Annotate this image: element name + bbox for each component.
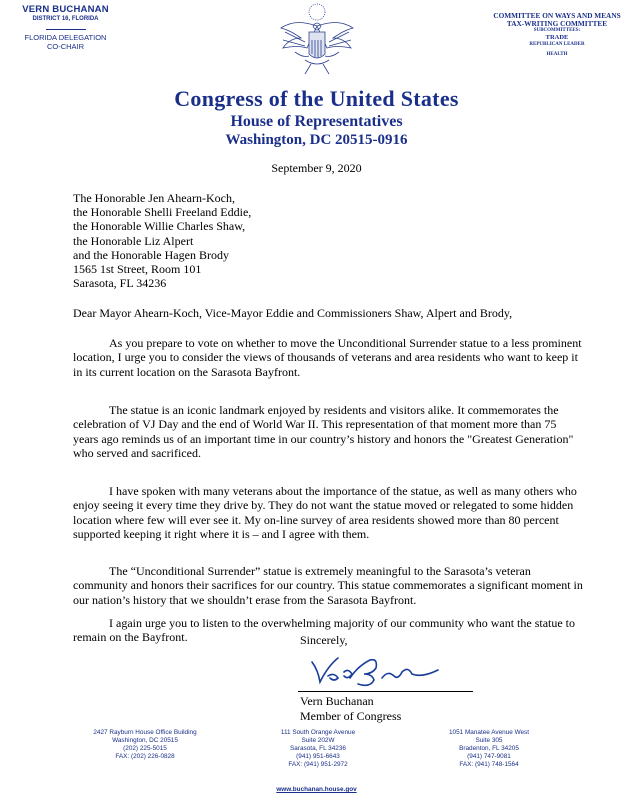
office-line: Bradenton, FL 34205 — [459, 745, 519, 752]
office-line: FAX: (202) 226-0828 — [115, 753, 175, 760]
website-link[interactable]: www.buchanan.house.gov — [276, 786, 357, 793]
office-line: Sarasota, FL 34236 — [290, 745, 346, 752]
address-line: and the Honorable Hagen Brody — [73, 247, 229, 262]
divider — [46, 29, 86, 30]
city-title: Washington, DC 20515-0916 — [225, 132, 408, 148]
office-line: (941) 747-9081 — [467, 753, 511, 760]
office-line: 111 South Orange Avenue — [280, 729, 356, 736]
office-line: FAX: (941) 951-2972 — [288, 761, 348, 768]
office-line: Washington, DC 20515 — [112, 737, 178, 744]
left-letterhead — [8, 4, 123, 51]
right-letterhead — [487, 12, 627, 58]
subcommittee-health: HEALTH — [546, 51, 568, 57]
bradenton-office — [424, 729, 554, 769]
body-paragraph: I have spoken with many veterans about the importance of the statue, as well as many others who enjoy seeing it every time they drive by. They do not want the statue moved or relegated to some hidden location where few will ever see it. My on-line survey of area residents showed more than 80 percent supported keeping it right where it is – and I agree with them. — [73, 484, 577, 542]
congress-title: Congress of the United States — [174, 86, 459, 111]
address-line: The Honorable Jen Ahearn-Koch, — [73, 191, 235, 205]
subcommittee-trade: TRADE — [545, 34, 569, 41]
office-line: (202) 225-5015 — [123, 745, 167, 752]
house-seal-icon — [275, 2, 359, 84]
body-paragraph: I again urge you to listen to the overwhelming majority of our community who want the statue to remain on the Bayfront. — [73, 616, 576, 645]
office-line: Suite 305 — [475, 737, 503, 744]
closing: Sincerely, — [300, 633, 348, 647]
office-line: Suite 202W — [301, 737, 335, 744]
congress-heading — [0, 86, 633, 150]
signature-line — [298, 691, 473, 692]
member-name-header: VERN BUCHANAN — [22, 4, 109, 15]
subcommittees-label: SUBCOMMITTEES: — [533, 28, 581, 33]
district-label: DISTRICT 16, FLORIDA — [32, 16, 99, 22]
signature-icon — [298, 648, 448, 692]
recipient-address — [73, 191, 251, 290]
address-line: the Honorable Shelli Freeland Eddie, — [73, 205, 252, 220]
dc-office — [80, 729, 210, 761]
office-line: 2427 Rayburn House Office Building — [93, 729, 197, 736]
signer-title: Member of Congress — [300, 709, 402, 723]
office-line: (941) 951-6643 — [296, 753, 340, 760]
office-line: FAX: (941) 748-1564 — [459, 761, 519, 768]
delegation-label: FLORIDA DELEGATION — [24, 33, 107, 42]
body-paragraph: The statue is an iconic landmark enjoyed by residents and visitors alike. It commemorates the celebration of VJ Day and the end of World War II. This representation of that moment more than 75 years ago reminds us of an important time in our country’s history and honors the "Greatest Generation" who served and sacrificed. — [73, 403, 574, 461]
salutation: Dear Mayor Ahearn-Koch, Vice-Mayor Eddie and Commissioners Shaw, Alpert and Brody, — [73, 306, 513, 320]
address-line: 1565 1st Street, Room 101 — [73, 262, 202, 277]
subcommittee-role: REPUBLICAN LEADER — [529, 41, 585, 47]
sarasota-office — [253, 729, 383, 769]
body-paragraph: As you prepare to vote on whether to move the Unconditional Surrender statue to a less prominent location, I urge you to consider the views of thousands of veterans and area residents who want to keep it in its current location on the Sarasota Bayfront. — [73, 336, 582, 379]
address-line: the Honorable Willie Charles Shaw, — [73, 219, 246, 234]
office-line: 1051 Manatee Avenue West — [448, 729, 530, 736]
signer-name: Vern Buchanan — [300, 694, 374, 708]
address-line: Sarasota, FL 34236 — [73, 276, 167, 291]
address-line: the Honorable Liz Alpert — [73, 233, 194, 248]
letter-date: September 9, 2020 — [271, 161, 362, 175]
house-title: House of Representatives — [230, 113, 403, 130]
committee-subtitle: TAX-WRITING COMMITTEE — [506, 19, 608, 28]
cochair-label: CO-CHAIR — [46, 42, 85, 51]
body-paragraph: The “Unconditional Surrender” statue is extremely meaningful to the Sarasota’s veteran community and honors their sacrifices for our country. This statue commemorates a significant moment in our nation’s history that we shouldn’t erase from the Sarasota Bayfront. — [73, 564, 583, 607]
committee-name: COMMITTEE ON WAYS AND MEANS — [493, 11, 621, 20]
